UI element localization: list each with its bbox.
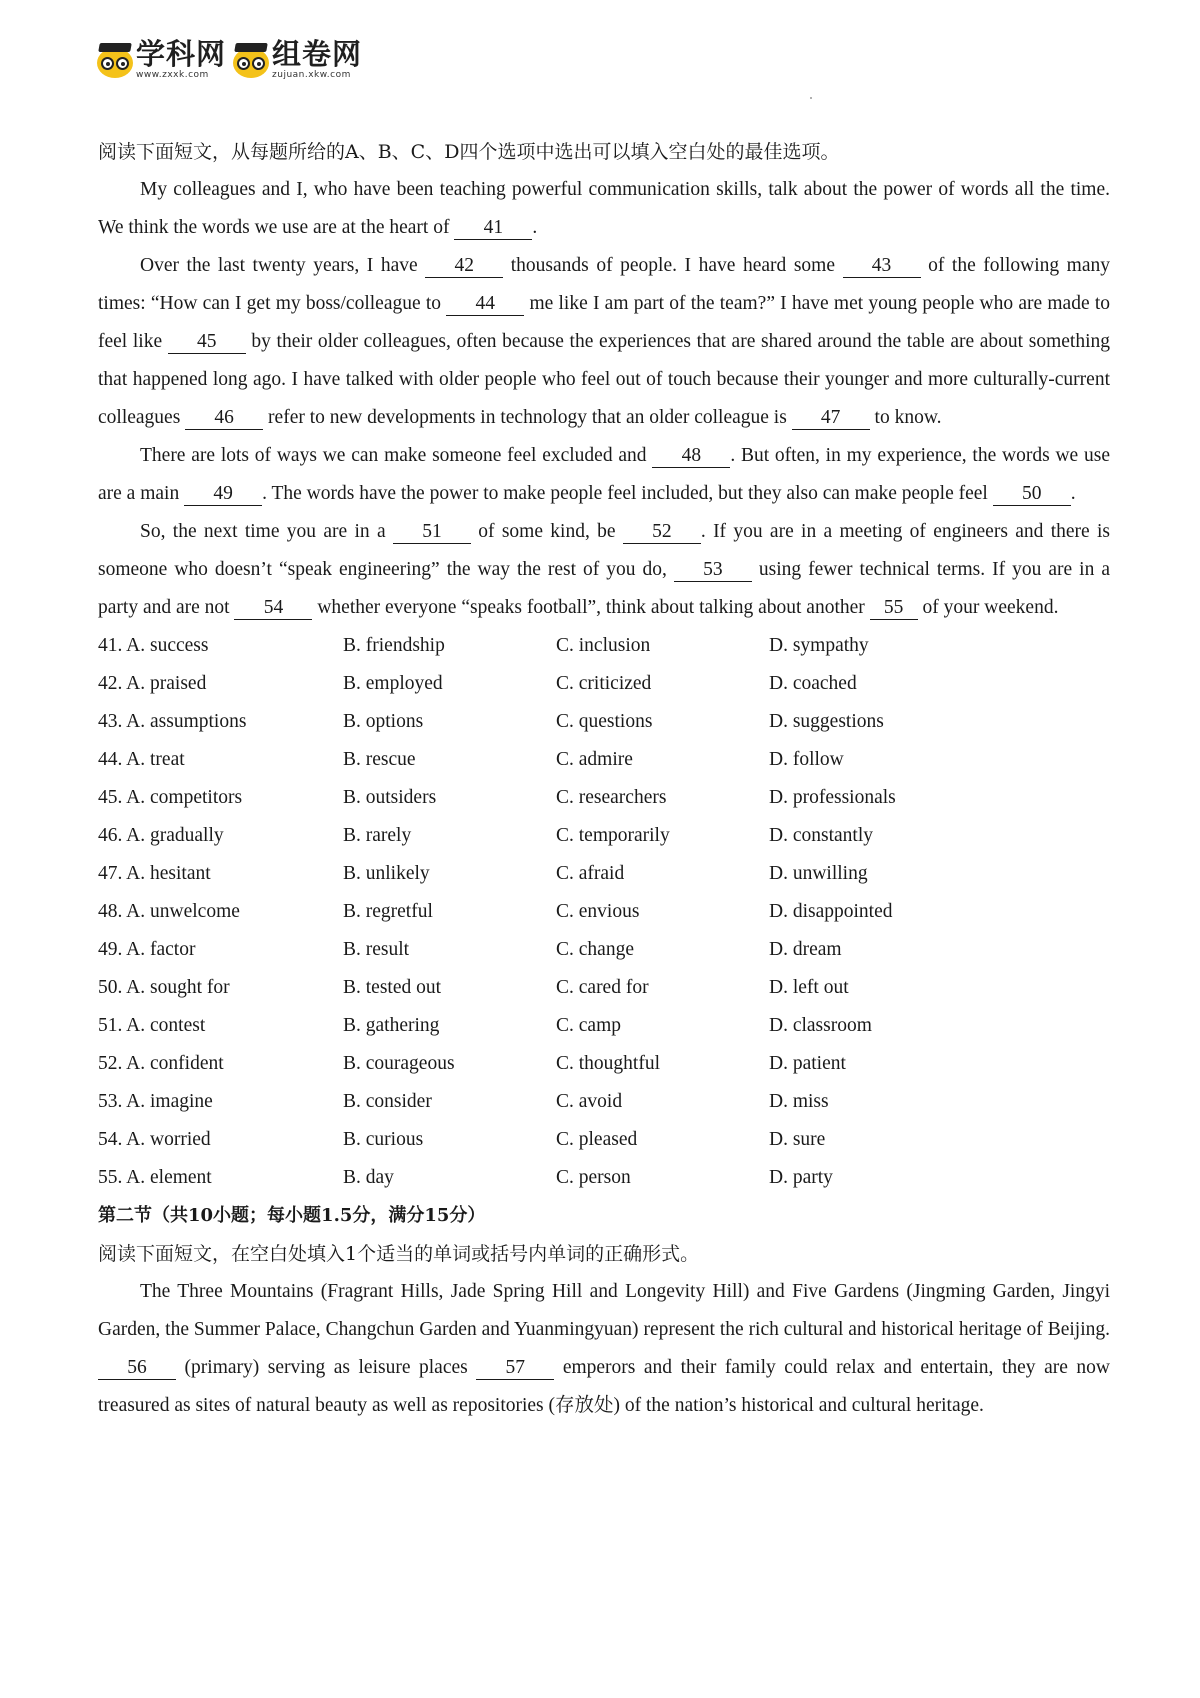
blank-42: 42 (425, 255, 503, 278)
blank-41: 41 (454, 217, 532, 240)
passage-paragraph: Over the last twenty years, I have 42 thousands of people. I have heard some 43 of the following many times: “How can I get my boss/colleague to 44 me like I am part of the team?” I have met young people who are made to feel like 45 by their older colleagues, often because the experiences that are shared around the table are about something that happened long ago. I have talked with older people who feel out of touch because their younger and more culturally-current colleagues 46 refer to new developments in technology that an older colleague is 47 to know. (98, 255, 1111, 428)
blank-49: 49 (184, 483, 262, 506)
passage-paragraph: My colleagues and I, who have been teaching powerful communication skills, talk about the power of words all the time. We think the words we use are at the heart of 41 . (98, 179, 1110, 238)
option-row (98, 817, 1110, 855)
logo-name: 学科网 (136, 37, 227, 71)
passage-paragraph: So, the next time you are in a 51 of some kind, be 52 . If you are in a meeting of engineers and there is someone who doesn’t “speak engineering” the way the rest of you do, 53 using fewer technical terms. If you are in a party and are not 54 whether everyone “speaks football”, think about talking about another 55 of your weekend. (98, 521, 1110, 618)
option-d: D. left out (769, 977, 849, 998)
section2-instruction: 阅读下面短文，在空白处填入1个适当的单词或括号内单词的正确形式。 (98, 1243, 700, 1265)
option-d: D. patient (769, 1053, 846, 1074)
option-a: 49. A. factor (98, 939, 196, 960)
option-a: 55. A. element (98, 1167, 212, 1188)
option-c: C. camp (556, 1015, 621, 1036)
option-d: D. coached (769, 673, 857, 694)
option-b: B. courageous (343, 1053, 455, 1074)
option-b: B. tested out (343, 977, 442, 998)
option-d: D. constantly (769, 825, 873, 846)
option-c: C. afraid (556, 863, 625, 884)
site-logo (96, 32, 368, 88)
blank-47: 47 (792, 407, 870, 430)
blank-55: 55 (870, 597, 918, 620)
option-row (98, 1083, 1110, 1121)
option-row (98, 855, 1110, 893)
blank-46: 46 (185, 407, 263, 430)
option-d: D. miss (769, 1091, 829, 1112)
logo-name: 组卷网 (272, 37, 363, 71)
option-row (98, 1159, 1110, 1197)
blank-44: 44 (446, 293, 524, 316)
blank-43: 43 (843, 255, 921, 278)
cloze-passage (98, 171, 1110, 627)
option-row (98, 779, 1110, 817)
option-row (98, 627, 1110, 665)
option-d: D. sympathy (769, 635, 869, 656)
passage-paragraph: There are lots of ways we can make someone feel excluded and 48 . But often, in my experience, the words we use are a main 49 . The words have the power to make people feel included, but they also can make people feel 50 . (98, 445, 1110, 504)
options-list (98, 627, 1110, 1197)
option-b: B. result (343, 939, 410, 960)
option-c: C. criticized (556, 673, 652, 694)
option-b: B. consider (343, 1091, 432, 1112)
logo-url: zujuan.xkw.com (272, 70, 351, 80)
option-a: 47. A. hesitant (98, 863, 211, 884)
option-b: B. outsiders (343, 787, 437, 808)
option-d: D. sure (769, 1129, 826, 1150)
owl-mascot-icon (232, 41, 270, 79)
section2-heading: 第二节（共10小题；每小题1.5分，满分15分） (98, 1205, 486, 1226)
option-b: B. regretful (343, 901, 433, 922)
blank-56: 56 (98, 1357, 176, 1380)
zxxk-logo (96, 37, 227, 80)
option-d: D. professionals (769, 787, 896, 808)
blank-54: 54 (234, 597, 312, 620)
grammar-passage (98, 1273, 1110, 1425)
option-c: C. temporarily (556, 825, 670, 846)
option-b: B. curious (343, 1129, 424, 1150)
option-row (98, 1121, 1110, 1159)
option-d: D. disappointed (769, 901, 893, 922)
option-d: D. dream (769, 939, 842, 960)
option-c: C. questions (556, 711, 653, 732)
option-d: D. follow (769, 749, 844, 770)
option-d: D. party (769, 1167, 833, 1188)
option-b: B. unlikely (343, 863, 430, 884)
option-row (98, 703, 1110, 741)
blank-57: 57 (476, 1357, 554, 1380)
option-row (98, 741, 1110, 779)
option-row (98, 1045, 1110, 1083)
option-c: C. inclusion (556, 635, 651, 656)
blank-48: 48 (652, 445, 730, 468)
option-a: 51. A. contest (98, 1015, 206, 1036)
section1-instruction: 阅读下面短文，从每题所给的A、B、C、D四个选项中选出可以填入空白处的最佳选项。 (98, 141, 840, 163)
option-row (98, 969, 1110, 1007)
option-b: B. rescue (343, 749, 416, 770)
option-d: D. classroom (769, 1015, 872, 1036)
blank-51: 51 (393, 521, 471, 544)
option-b: B. options (343, 711, 424, 732)
blank-50: 50 (993, 483, 1071, 506)
option-b: B. friendship (343, 635, 445, 656)
option-a: 42. A. praised (98, 673, 207, 694)
option-c: C. change (556, 939, 634, 960)
blank-53: 53 (674, 559, 752, 582)
option-d: D. unwilling (769, 863, 868, 884)
blank-52: 52 (623, 521, 701, 544)
option-c: C. thoughtful (556, 1053, 661, 1074)
option-a: 46. A. gradually (98, 825, 224, 846)
document-body (98, 133, 1110, 1425)
option-row (98, 893, 1110, 931)
option-a: 53. A. imagine (98, 1091, 213, 1112)
option-d: D. suggestions (769, 711, 884, 732)
option-a: 54. A. worried (98, 1129, 211, 1150)
option-b: B. rarely (343, 825, 412, 846)
passage-paragraph: The Three Mountains (Fragrant Hills, Jade Spring Hill and Longevity Hill) and Five Gardens (Jingming Garden, Jingyi Garden, the Summer Palace, Changchun Garden and Yuanmingyuan) represent the rich cultural and historical heritage of Beijing. 56 (primary) serving as leisure places 57 emperors and their family could relax and entertain, they are now treasured as sites of natural beauty as well as repositories (存放处) of the nation’s historical and cultural heritage. (98, 1281, 1110, 1416)
option-b: B. employed (343, 673, 443, 694)
logo-url: www.zxxk.com (136, 70, 209, 80)
option-row (98, 665, 1110, 703)
option-a: 43. A. assumptions (98, 711, 247, 732)
option-c: C. researchers (556, 787, 667, 808)
option-b: B. gathering (343, 1015, 440, 1036)
option-a: 48. A. unwelcome (98, 901, 240, 922)
option-a: 52. A. confident (98, 1053, 224, 1074)
option-c: C. admire (556, 749, 633, 770)
option-a: 44. A. treat (98, 749, 185, 770)
option-b: B. day (343, 1167, 394, 1188)
option-a: 41. A. success (98, 635, 209, 656)
option-c: C. avoid (556, 1091, 623, 1112)
option-a: 45. A. competitors (98, 787, 243, 808)
owl-mascot-icon (96, 41, 134, 79)
blank-45: 45 (168, 331, 246, 354)
option-c: C. envious (556, 901, 640, 922)
option-a: 50. A. sought for (98, 977, 230, 998)
option-row (98, 1007, 1110, 1045)
zujuan-logo (232, 37, 363, 80)
option-c: C. person (556, 1167, 631, 1188)
option-c: C. cared for (556, 977, 649, 998)
option-row (98, 931, 1110, 969)
option-c: C. pleased (556, 1129, 638, 1150)
